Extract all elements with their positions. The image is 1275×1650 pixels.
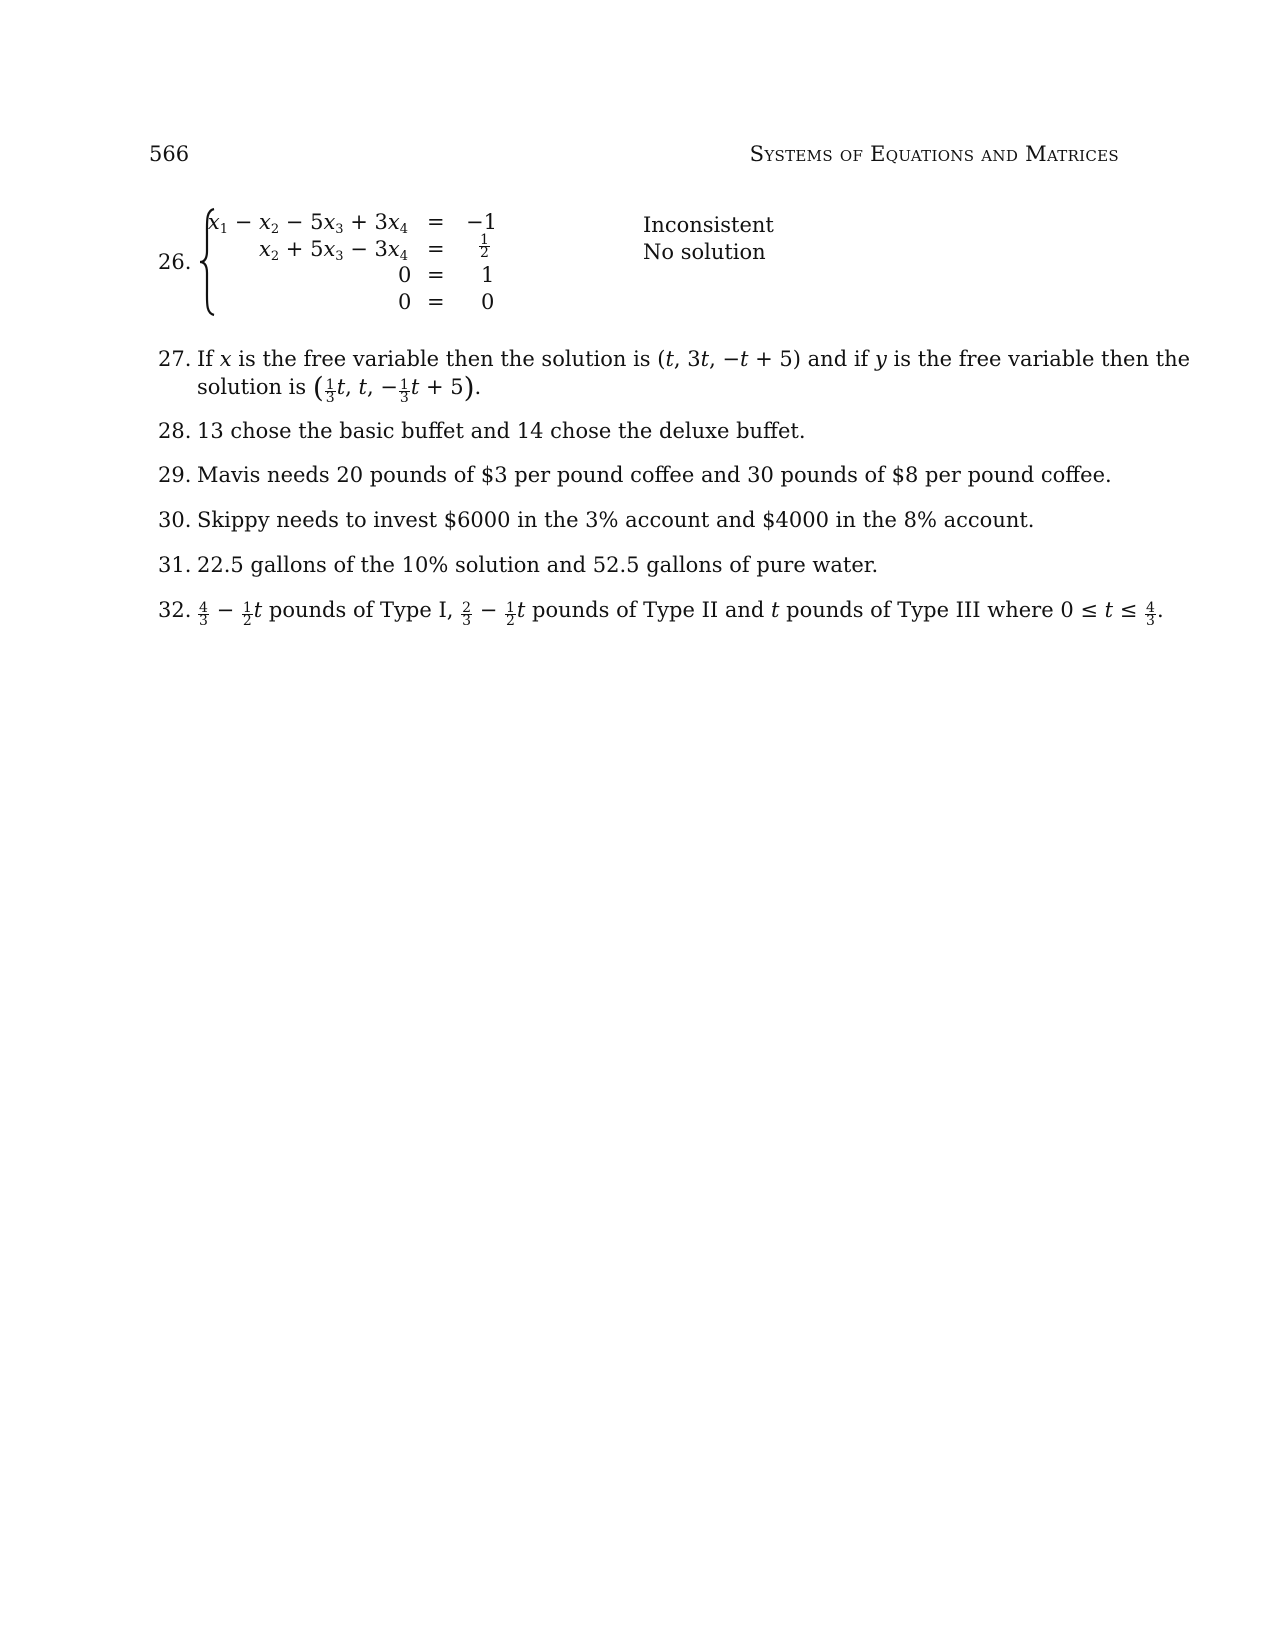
answer-29-text: Mavis needs 20 pounds of $3 per pound coffee and 30 pounds of $8 per pound coffee. <box>197 463 1112 487</box>
running-head: Systems of Equations and Matrices <box>749 142 1119 166</box>
answer-27-text-line-2: solution is ( $\frac{1}{3}$ t, t, − $\frac{1}{3}$ t + 5). <box>197 371 482 406</box>
equation-row-3-rhs: 1 <box>481 263 495 287</box>
answer-30-number: 30. <box>158 508 192 532</box>
equation-row-4-equals: = <box>427 290 445 314</box>
answer-31-number: 31. <box>158 553 192 577</box>
answer-30-text: Skippy needs to invest $6000 in the 3% account and $4000 in the 8% account. <box>197 508 1035 532</box>
answer-32-text: $\frac{4}{3}$ − $\frac{1}{2}$ t pounds of Type I, $\frac{2}{3}$ − $\frac{1}{2}$ t pounds of Type II and t pounds of Type III where 0 ≤ t ≤ $\frac{4}{3}$ . <box>199 598 1164 629</box>
answer-27-text-line-1: If x is the free variable then the solution is (t, 3t, −t + 5) and if y is the free variable then the <box>197 347 1191 371</box>
equation-row-2-lhs: $x_2 + 5x_3 - 3x_4$ <box>259 237 408 264</box>
equation-row-4-lhs: 0 <box>398 290 412 314</box>
equation-row-1-equals: = <box>427 210 445 234</box>
equation-row-2-equals: = <box>427 237 445 261</box>
answer-26-line-2: No solution <box>643 240 766 264</box>
answer-31-text: 22.5 gallons of the 10% solution and 52.5 gallons of pure water. <box>197 553 879 577</box>
answer-29-number: 29. <box>158 463 192 487</box>
equation-row-3-equals: = <box>427 263 445 287</box>
answer-27-number: 27. <box>158 347 192 371</box>
answer-26-line-1: Inconsistent <box>643 213 774 237</box>
equation-row-2-rhs: $\frac{1}{2}$ <box>480 232 489 261</box>
answer-28-text: 13 chose the basic buffet and 14 chose the deluxe buffet. <box>197 419 806 443</box>
equation-row-1-lhs: $x_1 - x_2 - 5x_3 + 3x_4$ <box>207 210 408 237</box>
problem-26-number: 26. <box>158 250 192 274</box>
page-number: 566 <box>149 142 190 166</box>
equation-row-4-rhs: 0 <box>481 290 495 314</box>
equation-row-3-lhs: 0 <box>398 263 412 287</box>
answer-32-number: 32. <box>158 598 192 622</box>
answer-28-number: 28. <box>158 419 192 443</box>
equation-row-1-rhs: −1 <box>466 210 497 234</box>
